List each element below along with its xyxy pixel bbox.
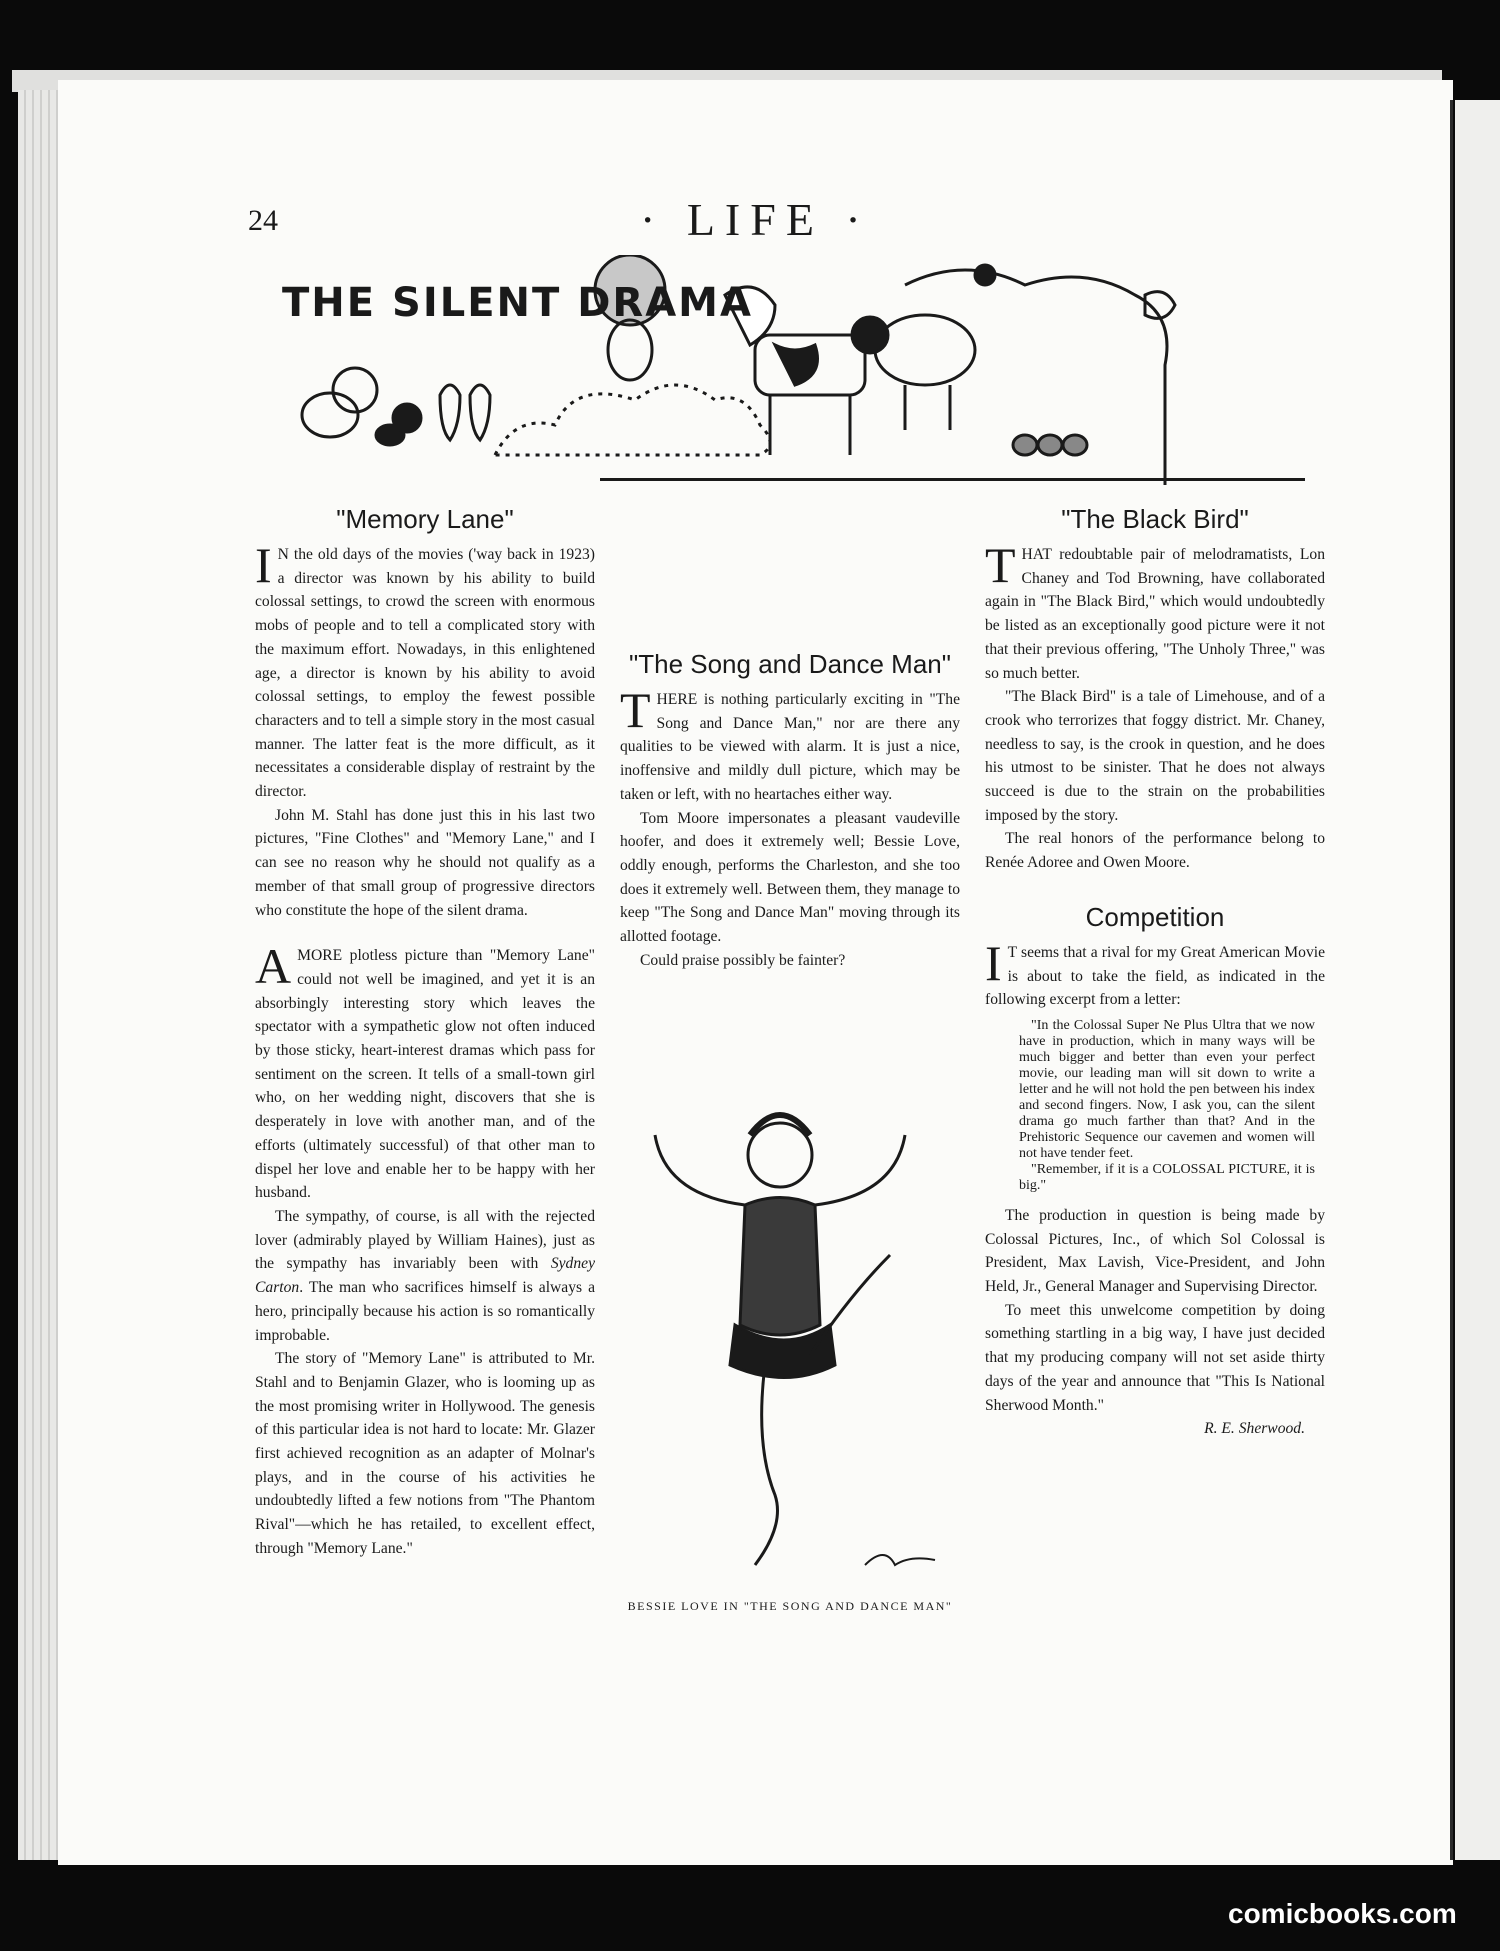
dropcap: A xyxy=(255,938,292,995)
heading-memory-lane: "Memory Lane" xyxy=(336,504,514,534)
paragraph xyxy=(255,938,595,1205)
ducks-figure xyxy=(440,385,460,440)
paragraph: The production in question is being made by Colossal Pictures, Inc., of which Sol Colossal is President, Max Lavish, Vice-President, and John Held, Jr., General Manager and Supervising Director. xyxy=(985,1206,1325,1296)
facing-page-edge xyxy=(1455,100,1500,1860)
tree-cat-figure xyxy=(975,265,995,285)
italic-name: Sydney Carton xyxy=(255,1255,595,1297)
dropcap: T xyxy=(620,682,651,738)
paragraph: Could praise possibly be fainter? xyxy=(640,951,846,969)
paragraph xyxy=(985,934,1325,1012)
dancer-head xyxy=(748,1123,812,1187)
sheep-figure xyxy=(875,315,975,385)
paragraph xyxy=(620,682,960,807)
watermark: comicbooks.com xyxy=(1228,1898,1457,1929)
paragraph xyxy=(985,537,1325,685)
heading-black-bird: "The Black Bird" xyxy=(1061,504,1249,534)
masthead: · LIFE · xyxy=(640,194,871,245)
paragraph xyxy=(255,537,595,804)
paragraph: "The Black Bird" is a tale of Limehouse, and of a crook who terrorizes that foggy district. Mr. Chaney, needless to say, is the crook in question, and he does his utmost to be sinister. That he does not always succeed is due to the strain on the probabilities imposed by the story. xyxy=(985,688,1325,824)
column-3 xyxy=(985,495,1325,1441)
quote-paragraph: "Remember, if it is a COLOSSAL PICTURE, it is big." xyxy=(1019,1161,1315,1193)
paragraph: The story of "Memory Lane" is attributed to Mr. Stahl and to Benjamin Glazer, who is looming up as the most promising writer in Hollywood. The genesis of this particular idea is not hard to locate: Mr. Glazer first achieved recognition as an adapter of Molnar's plays, and in the course of his activities he undoubtedly lifted a few notions from "The Phantom Rival"—which he has retailed, to excellent effect, through "Memory Lane." xyxy=(255,1350,595,1557)
paragraph-text: HAT redoubtable pair of melodramatists, Lon Chaney and Tod Browning, have collaborated again in "The Black Bird," which would undoubtedly be listed as an exceptionally good picture were it not that their previous offering, "The Unholy Three," was so much better. xyxy=(985,546,1325,682)
dancer-dress xyxy=(740,1198,820,1336)
paragraph-text: T seems that a rival for my Great American Movie is about to take the field, as indicated in the following excerpt from a letter: xyxy=(985,943,1325,1009)
dropcap: T xyxy=(985,537,1016,593)
paragraph: The real honors of the performance belong to Renée Adoree and Owen Moore. xyxy=(985,830,1325,872)
facing-page-gutter xyxy=(1450,100,1453,1860)
author-signature: R. E. Sherwood. xyxy=(1204,1420,1305,1438)
dropcap: I xyxy=(985,934,1002,991)
paragraph xyxy=(255,1205,595,1347)
clouds-figure xyxy=(495,385,770,455)
page-number: 24 xyxy=(248,204,278,237)
heading-song-and-dance-man: "The Song and Dance Man" xyxy=(629,649,951,679)
paragraph-text: N the old days of the movies ('way back in 1923) a director was known by his ability to build colossal settings, to crowd the screen with enormous mobs of people and to tell a complicated story with the maximum effort. Nowadays, in this enlightened age, a director is known by his ability to avoid colossal settings, to employ the fewest possible characters and to tell a simple story in the most casual manner. The latter feat is the more difficult, as it necessitates a considerable display of restraint by the director. xyxy=(255,546,595,801)
paragraph-text: HERE is nothing particularly exciting in "The Song and Dance Man," nor are there any qualities to be viewed with alarm. It is just a nice, inoffensive and mildly dull picture, which may be taken or left, with no heartaches either way. xyxy=(620,691,960,803)
quote-paragraph: "In the Colossal Super Ne Plus Ultra that we now have in production, which in many ways will be much bigger and better than even your perfect movie, our leading man will sit down to write a letter and he will not hold the pen between his index and second fingers. Now, I ask you, can the silent drama go much farther than that? And in the Prehistoric Sequence our cavemen and women will not have tender feet. xyxy=(1019,1017,1315,1161)
dog-figure xyxy=(302,393,358,437)
paragraph-text: MORE plotless picture than "Memory Lane" could not well be imagined, and yet it is an absorbingly interesting story which leaves the spectator with a sympathetic glow not often induced by those sticky, heart-interest dramas which pass for sentiment on the screen. It tells of a small-town girl who, on her wedding night, discovers that she is desperately in love with another man, and of the efforts (ultimately successful) of that other man to dispel her love and enable her to be happy with her husband. xyxy=(255,947,595,1202)
banner-ground-line xyxy=(600,478,1305,481)
dancer-signature xyxy=(865,1555,935,1565)
column-2 xyxy=(620,640,960,972)
dropcap: I xyxy=(255,537,272,593)
bessie-love-illustration xyxy=(615,1105,960,1585)
heading-competition: Competition xyxy=(1085,901,1225,932)
paragraph-text: The sympathy, of course, is all with the rejected lover (admirably played by William Haines), just as the sympathy has invariably been with xyxy=(255,1207,595,1273)
paragraph: To meet this unwelcome competition by doing something startling in a big way, I have just decided that my producing company will not set aside thirty days of the year and announce that "This Is National Sherwood Month." xyxy=(985,1301,1325,1414)
paragraph-text: . The man who sacrifices himself is always a hero, principally because his action is so romantically improbable. xyxy=(255,1279,595,1344)
tree-figure xyxy=(905,270,1167,485)
banner-title: THE SILENT DRAMA xyxy=(282,280,753,326)
letter-excerpt xyxy=(1019,1018,1315,1194)
dancer-arms xyxy=(655,1135,905,1205)
paragraph: Tom Moore impersonates a pleasant vaudeville hoofer, and does it extremely well; Bessie Love, oddly enough, performs the Charleston, and she too does it extremely well. Between them, they manage to keep "The Song and Dance Man" moving through its allotted footage. xyxy=(620,809,960,946)
illustration-caption: BESSIE LOVE IN "THE SONG AND DANCE MAN" xyxy=(627,1599,953,1613)
column-1 xyxy=(255,495,595,1561)
paragraph: John M. Stahl has done just this in his last two pictures, "Fine Clothes" and "Memory Lane," and I can see no reason why he should not qualify as a member of that small group of progressive directors who constitute the hope of the silent drama. xyxy=(255,806,595,919)
chicks-figure xyxy=(1013,435,1037,455)
